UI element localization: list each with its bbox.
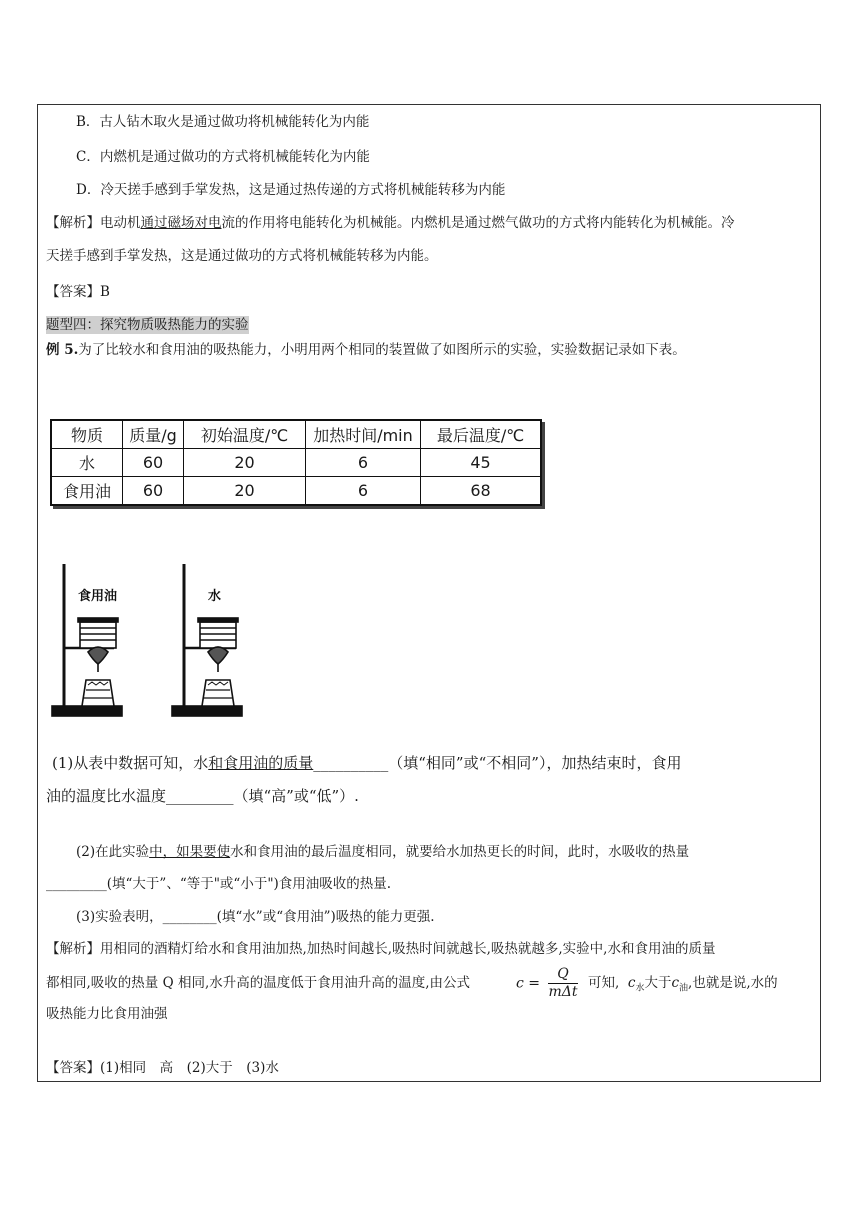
question-2-line-1	[76, 843, 689, 861]
q2-underlined: 中，如果要使	[149, 844, 231, 860]
q1-post: __________（填“相同”或“不相同”），加热结束时，食用	[313, 754, 682, 772]
analysis-1-underlined: 通过磁场对电	[140, 215, 222, 231]
table-header-cell: 物质	[51, 420, 123, 449]
option-c: C．内燃机是通过做功的方式将机械能转化为内能	[76, 149, 370, 165]
question-1-line-1	[52, 754, 681, 772]
c-oil-symbol: c	[671, 975, 680, 991]
question-1-line-2: 油的温度比水温度_________（填“高”或“低”）.	[46, 787, 359, 805]
section-title: 题型四：探究物质吸热能力的实验	[46, 317, 249, 333]
analysis-1-post: 流的作用将电能转化为机械能。内燃机是通过燃气做功的方式将内能转化为机械能。冷	[221, 215, 735, 231]
analysis-2-line-1	[46, 940, 715, 958]
analysis-1-pre: 电动机	[100, 215, 141, 231]
question-2-line-2: _________(填“大于”、“等于"或“小于")食用油吸收的热量.	[46, 876, 392, 892]
table-cell: 水	[51, 449, 123, 477]
example-label: 例 5.	[46, 342, 79, 358]
apparatus-figure	[48, 560, 258, 722]
analysis-2-bigger: 大于	[644, 975, 672, 991]
c-water-sub: 水	[635, 983, 645, 994]
table-row	[51, 477, 541, 506]
analysis-2-line-2-pre: 都相同,吸收的热量 Q 相同,水升高的温度低于食用油升高的温度,由公式	[46, 975, 471, 991]
q2-post: 水和食用油的最后温度相同，就要给水加热更长的时间，此时，水吸收的热量	[230, 844, 690, 860]
table-header-cell: 最后温度/℃	[421, 420, 542, 449]
table-header-row	[51, 420, 541, 449]
water-apparatus	[172, 564, 242, 716]
table-cell: 20	[184, 449, 306, 477]
table-cell: 食用油	[51, 477, 123, 506]
q2-pre: (2)在此实验	[76, 844, 150, 860]
water-label: 水	[208, 589, 222, 604]
analysis-1-line-1	[46, 214, 735, 232]
formula-lhs: c =	[516, 975, 541, 992]
analysis-tag: 【解析】	[46, 215, 100, 231]
example-line	[46, 341, 686, 359]
data-table	[50, 419, 542, 506]
analysis-2-line-3: 吸热能力比食用油强	[46, 1006, 168, 1022]
option-d: D．冷天搓手感到手掌发热，这是通过热传递的方式将机械能转移为内能	[76, 182, 506, 198]
analysis-2-text: 用相同的酒精灯给水和食用油加热,加热时间越长,吸热时间就越长,吸热就越多,实验中,水和食用油的质量	[100, 941, 716, 957]
table-cell: 45	[421, 449, 542, 477]
table-cell: 60	[123, 449, 184, 477]
oil-label: 食用油	[78, 589, 118, 604]
table-header-cell: 初始温度/℃	[184, 420, 306, 449]
formula-fraction	[548, 966, 577, 1001]
example-text: 为了比较水和食用油的吸热能力，小明用两个相同的装置做了如图所示的实验，实验数据记录如下表。	[78, 342, 686, 358]
formula-numerator: Q	[548, 966, 577, 984]
formula-denominator: mΔt	[548, 984, 578, 1000]
option-b: B．古人钻木取火是通过做功将机械能转化为内能	[76, 114, 370, 130]
table-header-cell: 质量/g	[123, 420, 184, 449]
q1-pre: (1)从表中数据可知，水	[52, 754, 209, 772]
question-3: (3)实验表明，________(填“水”或“食用油”)吸热的能力更强.	[76, 909, 435, 925]
answer-1: 【答案】B	[46, 284, 110, 300]
analysis-2-tail: ,也就是说,水的	[688, 975, 778, 991]
table-cell: 20	[184, 477, 306, 506]
c-water-symbol: c	[627, 975, 636, 991]
analysis-1-line-2: 天搓手感到手掌发热，这是通过做功的方式将机械能转移为内能。	[46, 248, 438, 264]
analysis-2-mid: 可知,	[588, 975, 620, 991]
table-row	[51, 449, 541, 477]
oil-apparatus	[52, 564, 122, 716]
analysis-2-line-2-post	[588, 974, 778, 998]
table-header-cell: 加热时间/min	[306, 420, 421, 449]
table-cell: 6	[306, 477, 421, 506]
c-oil-sub: 油	[679, 983, 689, 994]
answer-2: 【答案】(1)相同 高 (2)大于 (3)水	[46, 1060, 279, 1076]
analysis-2-tag: 【解析】	[46, 941, 100, 957]
table-cell: 68	[421, 477, 542, 506]
table-cell: 6	[306, 449, 421, 477]
formula	[516, 966, 578, 1001]
q1-underlined: 和食用油的质量	[208, 754, 314, 772]
table-cell: 60	[123, 477, 184, 506]
